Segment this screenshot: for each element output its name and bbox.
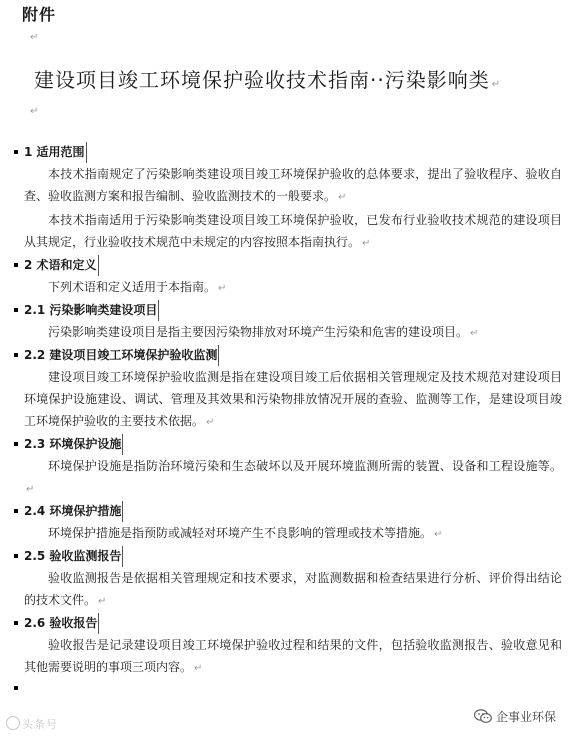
document-title-text: 建设项目竣工环境保护验收技术指南··污染影响类 xyxy=(34,68,490,92)
paragraph-text: 污染影响类建设项目是指主要因污染物排放对环境产生污染和危害的建设项目。 xyxy=(48,325,469,339)
paragraph-mark: ↵ xyxy=(194,663,203,674)
document-body xyxy=(14,142,562,696)
paragraph-bullet-icon xyxy=(14,442,18,446)
paragraph-bullet-icon xyxy=(14,308,18,312)
paragraph-mark: ↵ xyxy=(30,32,39,43)
watermark-logo-icon xyxy=(6,716,20,730)
paragraph-text: 建设项目竣工环境保护验收监测是指在建设项目竣工后依据相关管理规定及技术规范对建设项目环境保护设施建设、调试、管理及其效果和污染物排放情况开展的查验、监测等工作，是建设项目竣工环境保护验收的主要技术依据。 xyxy=(24,370,562,428)
paragraph-mark: ↵ xyxy=(98,596,107,607)
section-heading xyxy=(14,546,562,567)
body-paragraph xyxy=(14,366,562,434)
section-heading-text: 2.3 环境保护设施 xyxy=(24,434,123,455)
paragraph-bullet-icon xyxy=(14,263,18,267)
paragraph-mark: ↵ xyxy=(218,283,227,294)
paragraph-text: 本技术指南规定了污染影响类建设项目竣工环境保护验收的总体要求，提出了验收程序、验收自查、验收监测方案和报告编制、验收监测技术的一般要求。 xyxy=(24,167,562,203)
section-heading xyxy=(14,345,562,366)
paragraph-text: 本技术指南适用于污染影响类建设项目竣工环境保护验收，已发布行业验收技术规范的建设项目从其规定，行业验收技术规范中未规定的内容按照本指南执行。 xyxy=(24,213,562,249)
section-heading xyxy=(14,142,562,163)
section-heading-text: 2.6 验收报告 xyxy=(24,613,99,634)
body-paragraph xyxy=(14,163,562,209)
wechat-icon xyxy=(474,709,492,727)
wechat-account-name: 企事业环保 xyxy=(496,710,557,724)
section-heading xyxy=(14,613,562,634)
paragraph-bullet-icon xyxy=(14,686,18,690)
watermark-left-text: 头条号 xyxy=(22,718,58,731)
section-heading-text: 2.5 验收监测报告 xyxy=(24,546,123,567)
body-paragraph xyxy=(14,567,562,613)
section-heading-text: 1 适用范围 xyxy=(24,142,87,163)
paragraph-mark: ↵ xyxy=(206,417,215,428)
paragraph-mark: ↵ xyxy=(30,106,39,117)
paragraph-bullet-icon xyxy=(14,509,18,513)
section-heading-text: 2 术语和定义 xyxy=(24,255,99,276)
paragraph-mark: ↵ xyxy=(362,238,371,249)
body-paragraph xyxy=(14,321,562,345)
body-paragraph xyxy=(14,276,562,300)
section-heading xyxy=(14,501,562,522)
document-title xyxy=(34,64,564,93)
body-paragraph xyxy=(14,522,562,546)
paragraph-bullet-icon xyxy=(14,621,18,625)
empty-paragraph xyxy=(14,680,562,696)
section-heading-text: 2.2 建设项目竣工环境保护验收监测 xyxy=(24,345,219,366)
body-paragraph xyxy=(14,634,562,680)
paragraph-bullet-icon xyxy=(14,150,18,154)
section-heading-text: 2.4 环境保护措施 xyxy=(24,501,123,522)
body-paragraph xyxy=(14,455,562,501)
section-heading xyxy=(14,434,562,455)
paragraph-text: 环境保护设施是指防治环境污染和生态破坏以及开展环境监测所需的装置、设备和工程设施等。 xyxy=(48,459,562,473)
wechat-watermark xyxy=(474,708,556,727)
paragraph-text: 验收报告是记录建设项目竣工环境保护验收过程和结果的文件，包括验收监测报告、验收意见和其他需要说明的事项三项内容。 xyxy=(24,638,562,674)
paragraph-mark: ↵ xyxy=(434,529,443,540)
paragraph-bullet-icon xyxy=(14,554,18,558)
paragraph-text: 验收监测报告是依据相关管理规定和技术要求，对监测数据和检查结果进行分析、评价得出结论的技术文件。 xyxy=(24,571,562,607)
paragraph-mark: ↵ xyxy=(470,328,479,339)
paragraph-text: 环境保护措施是指预防或减轻对环境产生不良影响的管理或技术等措施。 xyxy=(48,526,433,540)
attachment-label: 附件 xyxy=(22,5,57,24)
paragraph-mark: ↵ xyxy=(491,79,502,90)
section-heading xyxy=(14,255,562,276)
section-heading-text: 2.1 污染影响类建设项目 xyxy=(24,300,159,321)
paragraph-text: 下列术语和定义适用于本指南。 xyxy=(48,280,217,294)
paragraph-bullet-icon xyxy=(14,353,18,357)
section-heading xyxy=(14,300,562,321)
watermark-left xyxy=(6,716,58,732)
paragraph-mark: ↵ xyxy=(26,484,35,495)
body-paragraph xyxy=(14,209,562,255)
paragraph-mark: ↵ xyxy=(338,192,347,203)
